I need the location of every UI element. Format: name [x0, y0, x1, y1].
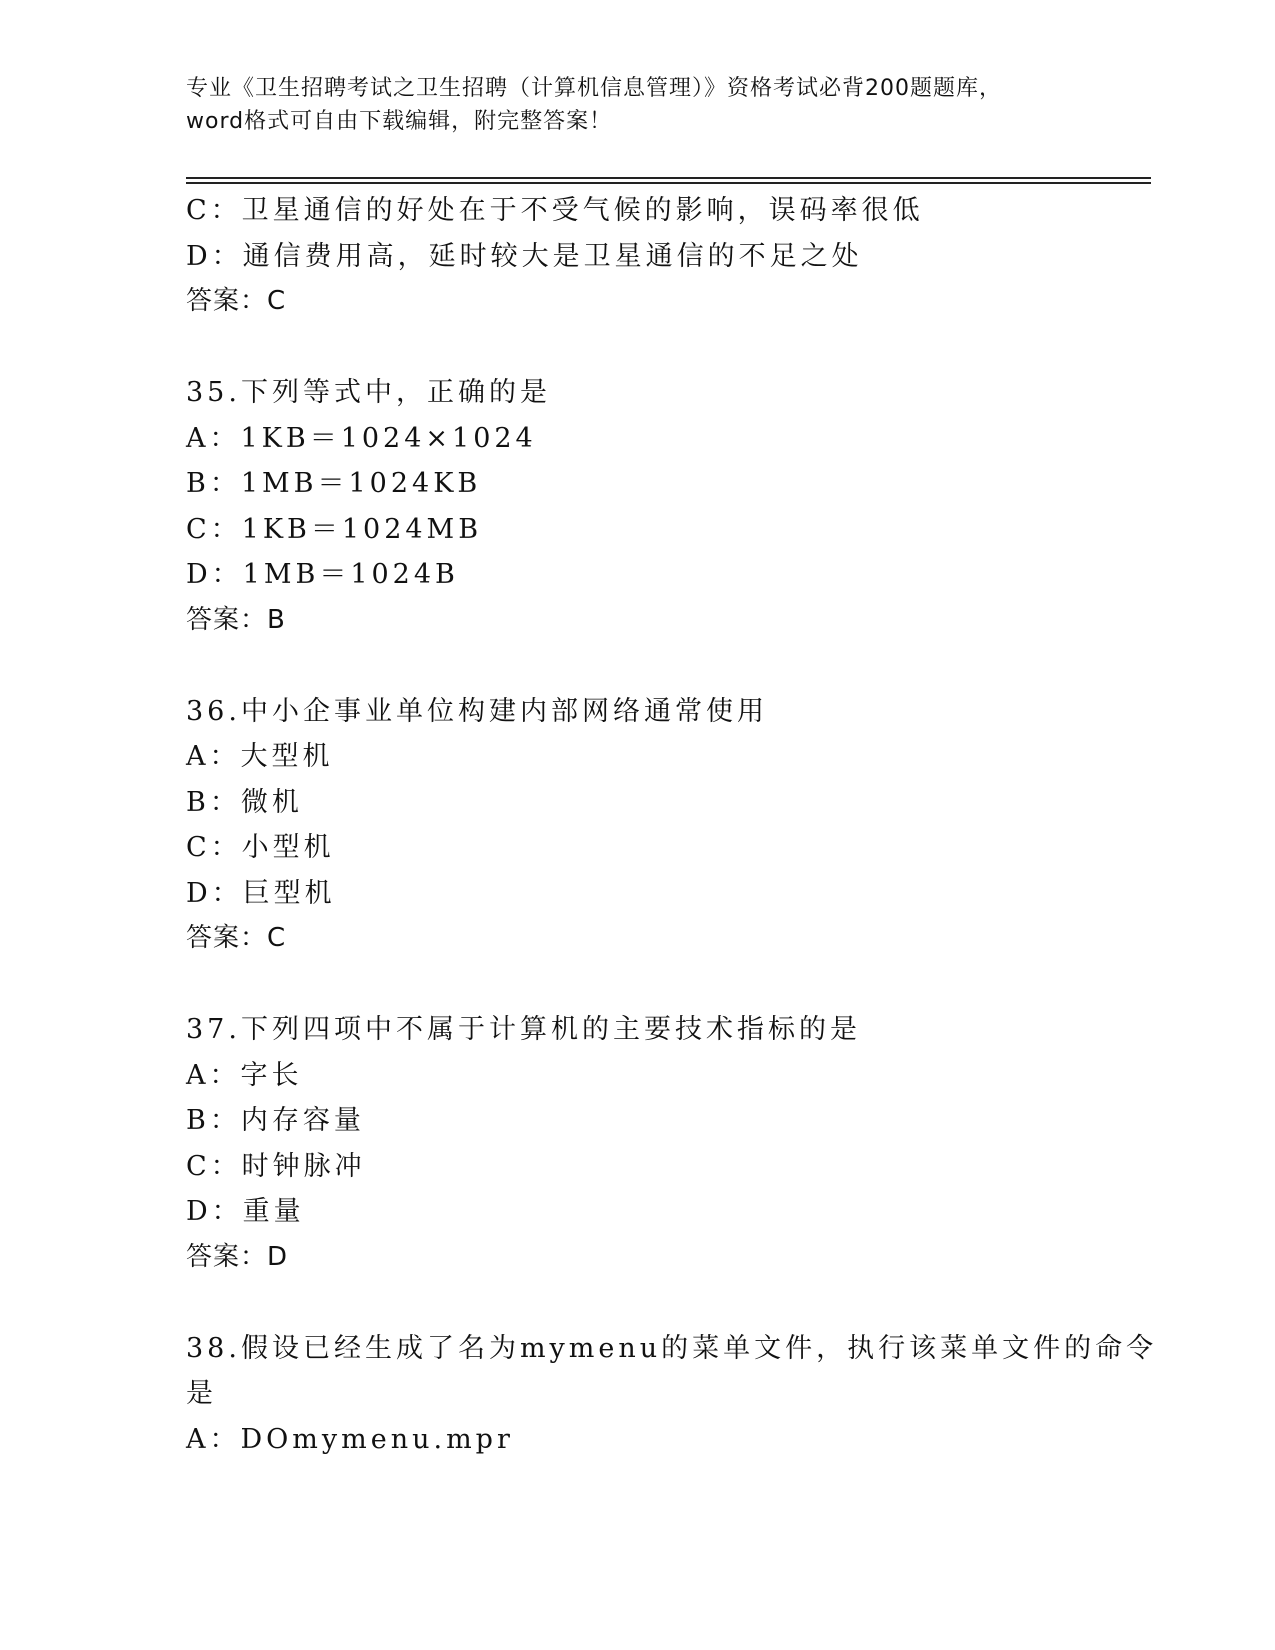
document-header: [186, 72, 1086, 138]
option-line: C：小型机: [186, 832, 335, 863]
answer-line: 答案：C: [186, 923, 287, 953]
option-line: A：DOmymenu.mpr: [186, 1423, 514, 1455]
option-line: C：卫星通信的好处在于不受气候的影响，误码率很低: [186, 195, 924, 226]
answer-line: 答案：C: [186, 286, 287, 316]
option-line: A：字长: [186, 1059, 303, 1091]
option-line: B：1MB＝1024KB: [186, 468, 482, 499]
option-line: D：1MB＝1024B: [186, 559, 459, 590]
header-title-line-2: word格式可自由下载编辑，附完整答案！: [186, 109, 613, 134]
header-rule-bottom: [186, 182, 1151, 184]
option-line: C：1KB＝1024MB: [186, 513, 483, 545]
option-line: D：巨型机: [186, 877, 336, 909]
question-text: 38.假设已经生成了名为mymenu的菜单文件，执行该菜单文件的命令: [186, 1332, 1158, 1364]
option-line: D：重量: [186, 1196, 305, 1227]
header-title-line-1: 专业《卫生招聘考试之卫生招聘（计算机信息管理）》资格考试必背200题题库，: [186, 76, 1002, 101]
header-rule-top: [186, 177, 1151, 179]
option-line: B：微机: [186, 786, 303, 818]
question-text: 是: [186, 1378, 217, 1409]
option-line: D：通信费用高，延时较大是卫星通信的不足之处: [186, 240, 863, 272]
question-text: 37.下列四项中不属于计算机的主要技术指标的是: [186, 1014, 861, 1045]
option-line: A：大型机: [186, 741, 334, 772]
answer-line: 答案：B: [186, 604, 286, 635]
question-spacer: [186, 643, 1086, 689]
question-spacer: [186, 325, 1086, 371]
question-text: 36.中小企事业单位构建内部网络通常使用: [186, 695, 768, 727]
option-line: B：内存容量: [186, 1105, 365, 1136]
question-spacer: [186, 962, 1086, 1008]
option-line: C：时钟脉冲: [186, 1150, 366, 1182]
question-text: 35.下列等式中，正确的是: [186, 377, 551, 408]
question-content: [186, 188, 1158, 1462]
answer-line: 答案：D: [186, 1241, 289, 1272]
question-spacer: [186, 1280, 1086, 1326]
option-line: A：1KB＝1024×1024: [186, 422, 537, 454]
